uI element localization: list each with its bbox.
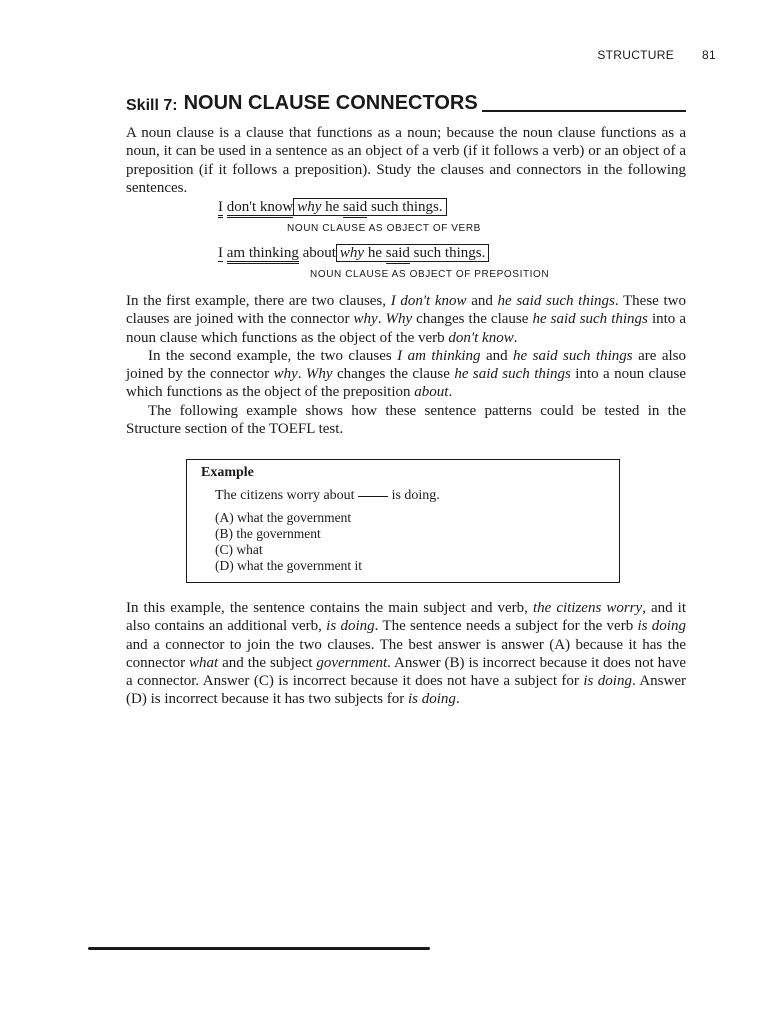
paragraph-first-example: In the first example, there are two clauses, I don't know and he said such things. These two clauses are joined with the connector why. Why changes the clause he said such things into a noun clause which functions as the object of the verb don't know. xyxy=(126,293,686,346)
analysis-block xyxy=(126,599,686,709)
ex2-connector: why xyxy=(339,245,365,261)
option-a: (A) what the government xyxy=(215,510,352,525)
footer-rule xyxy=(88,947,430,950)
ex2-preposition: about xyxy=(302,245,336,261)
skill-title: NOUN CLAUSE CONNECTORS xyxy=(183,92,478,114)
page-header xyxy=(597,48,716,62)
ex1-clause-verb: said xyxy=(343,199,367,218)
ex2-clause-rest: such things. xyxy=(413,245,486,261)
ex1-subject: I xyxy=(218,199,223,218)
ex2-caption: NOUN CLAUSE AS OBJECT OF PREPOSITION xyxy=(310,269,550,280)
example-title: Example xyxy=(201,465,254,480)
example-sentence-2 xyxy=(218,245,489,262)
ex2-verb: am thinking xyxy=(227,245,299,264)
explanation-block xyxy=(126,292,686,438)
ex1-clause-subject: he xyxy=(325,199,340,215)
heading-rule xyxy=(482,110,686,112)
option-c: (C) what xyxy=(215,542,263,557)
example-box xyxy=(186,459,620,583)
intro-block xyxy=(126,124,686,197)
ex2-clause-subject: he xyxy=(367,245,382,261)
page-number: 81 xyxy=(702,48,716,62)
skill-heading xyxy=(126,92,686,115)
skill-prefix: Skill 7: xyxy=(126,97,178,114)
ex2-clause-verb: said xyxy=(386,245,410,264)
ex1-verb: don't know xyxy=(227,199,293,218)
ex2-noun-clause xyxy=(336,244,489,262)
answer-blank xyxy=(358,496,388,497)
ex1-caption: NOUN CLAUSE AS OBJECT OF VERB xyxy=(287,223,481,234)
example-stem: The citizens worry about is doing. xyxy=(215,488,440,503)
option-d: (D) what the government it xyxy=(215,558,362,573)
section-title: STRUCTURE xyxy=(597,48,675,62)
ex2-subject: I xyxy=(218,245,223,261)
paragraph-test-intro: The following example shows how these sentence patterns could be tested in the Structure section of the TOEFL test. xyxy=(126,402,686,438)
paragraph-second-example: In the second example, the two clauses I am thinking and he said such things are also joined by the connector why. Why changes the clause he said such things into a noun clause which functions as the object of the preposition about. xyxy=(126,347,686,401)
ex1-noun-clause xyxy=(293,198,446,216)
ex1-clause-rest: such things. xyxy=(370,199,443,215)
example-options xyxy=(215,510,605,574)
intro-paragraph: A noun clause is a clause that functions as a noun; because the noun clause functions as a noun, it can be used in a sentence as an object of a verb (if it follows a verb) or an object of a preposition (if it follows a preposition). Study the clauses and connectors in the following sentences. xyxy=(126,125,686,196)
ex1-connector: why xyxy=(297,199,322,215)
example-sentence-1 xyxy=(218,199,447,216)
option-b: (B) the government xyxy=(215,526,321,541)
paragraph-analysis: In this example, the sentence contains the main subject and verb, the citizens worry, and it also contains an additional verb, is doing. The sentence needs a subject for the verb is doing and a connector to join the two clauses. The best answer is answer (A) because it has the connector what and the subject government. Answer (B) is incorrect because it does not have a connector. Answer (C) is incorrect because it does not have a subject for is doing. Answer (D) is incorrect because it has two subjects for is doing. xyxy=(126,600,687,708)
